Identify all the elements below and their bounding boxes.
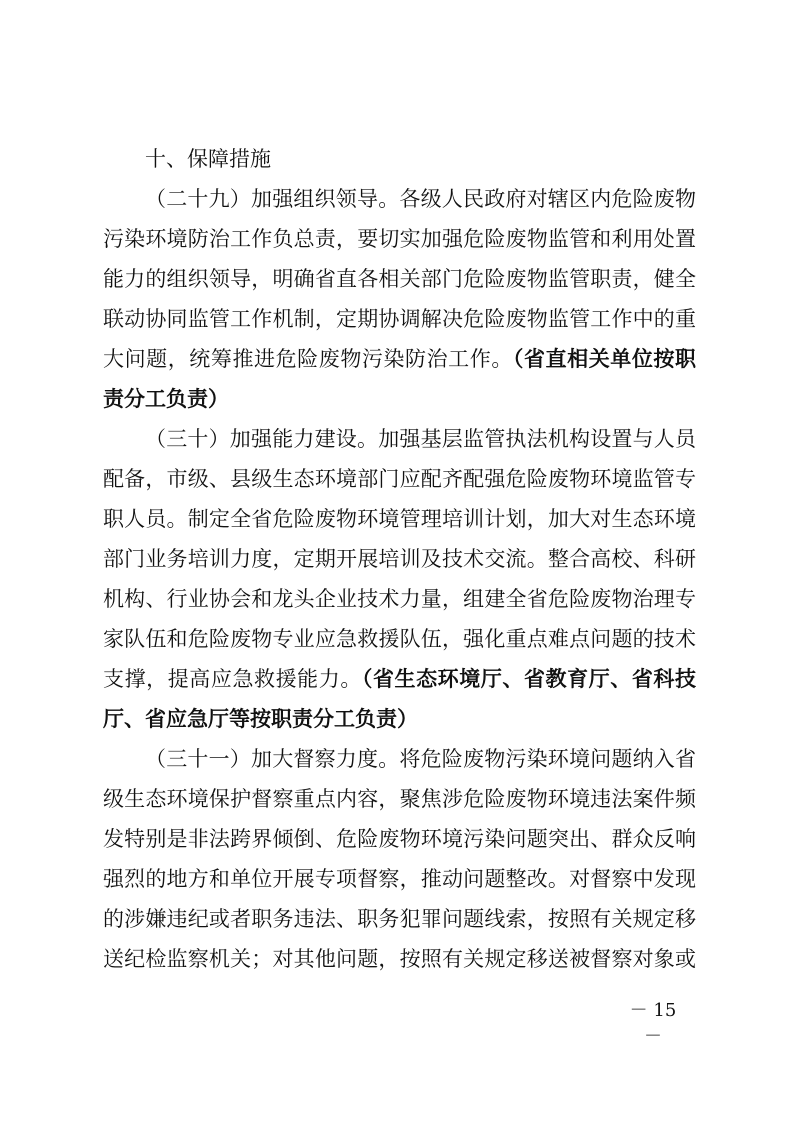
responsibility-note: 责分工负责） [103,387,229,411]
text-line: 机构、行业协会和龙头企业技术力量，组建全省危险废物治理专 [103,587,696,611]
text-line: 支撑，提高应急救援能力。（省生态环境厅、省教育厅、省科技 [103,667,697,691]
text-line [103,379,696,419]
text-line: 职人员。制定全省危险废物环境管理培训计划，加大对生态环境 [103,507,696,531]
text-line: 配备，市级、县级生态环境部门应配齐配强危险废物环境监管专 [103,467,696,491]
paragraph-30 [103,419,696,739]
text-line: （三十一）加大督察力度。将危险废物污染环境问题纳入省 [145,747,696,771]
text-line: （二十九）加强组织领导。各级人民政府对辖区内危险废物 [145,187,696,211]
text-line: 强烈的地方和单位开展专项督察，推动问题整改。对督察中发现 [103,867,696,891]
text-line: 的涉嫌违纪或者职务违法、职务犯罪问题线索，按照有关规定移 [103,907,696,931]
text-line: 部门业务培训力度，定期开展培训及技术交流。整合高校、科研 [103,547,696,571]
responsibility-note: 厅、省应急厅等按职责分工负责） [103,707,418,731]
responsibility-note: （省直相关单位按职 [512,347,696,371]
page-number: － 15 － [629,1000,677,1047]
text-line: 大问题，统筹推进危险废物污染防治工作。（省直相关单位按职 [103,347,696,371]
section-heading: 十、保障措施 [145,147,271,171]
text-line: 能力的组织领导，明确省直各相关部门危险废物监管职责，健全 [103,267,696,291]
body-text [103,139,696,979]
responsibility-note: （省生态环境厅、省教育厅、省科技 [361,667,697,691]
text-line: 联动协同监管工作机制，定期协调解决危险废物监管工作中的重 [103,307,696,331]
text-line [103,699,696,739]
text-line: 家队伍和危险废物专业应急救援队伍，强化重点难点问题的技术 [103,627,696,651]
text-line: 发特别是非法跨界倾倒、危险废物环境污染问题突出、群众反响 [103,827,696,851]
text-line: 污染环境防治工作负总责，要切实加强危险废物监管和利用处置 [103,227,696,251]
paragraph-29 [103,179,696,419]
text-line: （三十）加强能力建设。加强基层监管执法机构设置与人员 [145,427,696,451]
text-line: 级生态环境保护督察重点内容，聚焦涉危险废物环境违法案件频 [103,787,696,811]
paragraph-31 [103,739,696,979]
text-line: 送纪检监察机关；对其他问题，按照有关规定移送被督察对象或 [103,947,696,971]
